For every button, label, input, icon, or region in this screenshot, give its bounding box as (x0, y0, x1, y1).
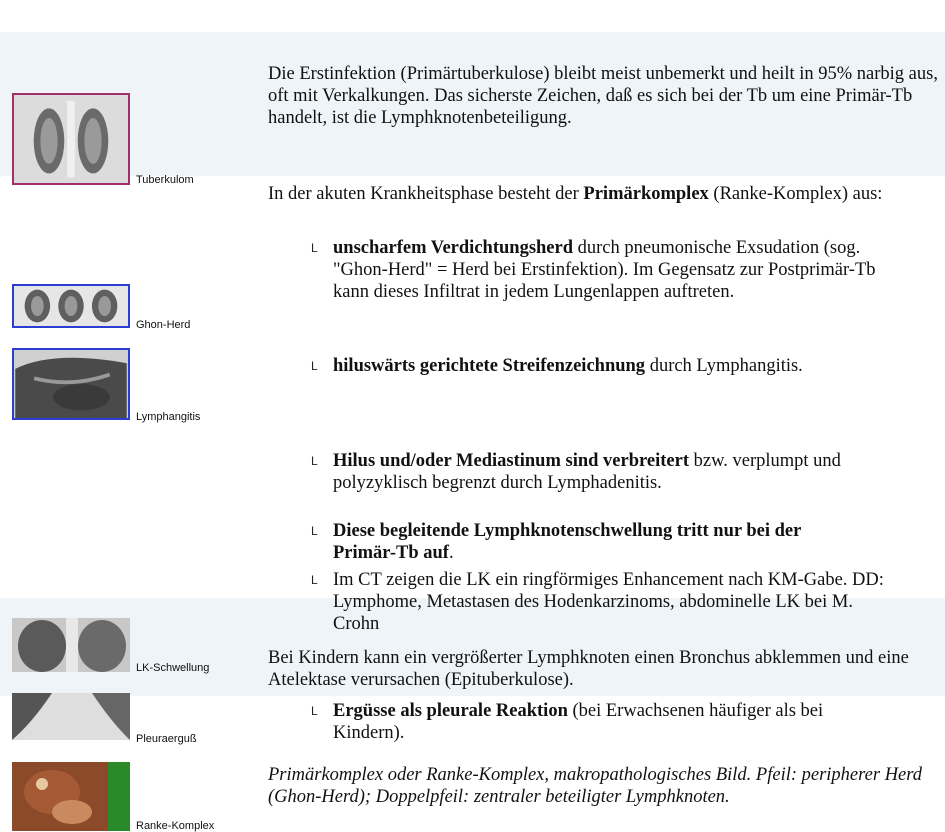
bullet-marker-5: L (311, 573, 318, 587)
acute-text-post: (Ranke-Komplex) aus: (708, 184, 883, 204)
image-caption-italic: Primärkomplex oder Ranke-Komplex, makropathologisches Bild. Pfeil: peripherer Herd (Ghon-Herd); Doppelpfeil: zentraler beteiligter Lymphknoten. (268, 765, 923, 807)
bullet-4-bold: Diese begleitende Lymphknotenschwellung tritt nur bei der Primär-Tb auf (333, 521, 802, 563)
acute-text-pre: In der akuten Krankheitsphase besteht der (268, 184, 584, 204)
bullet-ct: Im CT zeigen die LK ein ringförmiges Enhancement nach KM-Gabe. DD: Lymphome, Metastasen des Hodenkarzinoms, abdominelle LK bei M. Crohn (333, 570, 884, 634)
bullet-6-rest: (bei Erwachsenen häufiger als bei Kindern). (333, 701, 824, 743)
acute-text-bold: Primärkomplex (583, 184, 709, 204)
bullet-verdichtungsherd (333, 237, 913, 303)
intro-paragraph: Die Erstinfektion (Primärtuberkulose) bleibt meist unbemerkt und heilt in 95% narbig aus, oft mit Verkalkungen. Das sicherste Zeichen, daß es sich bei der Tb um eine Primär-Tb handelt, ist die Lymphknotenbeteiligung. (268, 64, 938, 128)
bullet-marker-3: L (311, 454, 318, 468)
bullet-ergusse (333, 700, 893, 744)
bullet-6-bold: Ergüsse als pleurale Reaktion (333, 701, 568, 721)
bullet-hilus (333, 450, 913, 494)
caption-ranke-komplex: Ranke-Komplex (136, 820, 215, 832)
lk-schwellung-xray-image[interactable] (12, 618, 130, 672)
bullet-4-rest: . (448, 543, 454, 563)
bullet-lymphknotenschwellung (333, 520, 853, 564)
lymphangitis-xray-image[interactable] (12, 348, 130, 420)
ranke-komplex-pathology-image[interactable] (12, 762, 130, 831)
bullet-marker-6: L (311, 704, 318, 718)
ghon-herd-xray-image[interactable] (12, 284, 130, 328)
acute-phase-paragraph (268, 183, 945, 205)
bullet-marker-4: L (311, 524, 318, 538)
bullet-2-bold: hiluswärts gerichtete Streifenzeichnung (333, 356, 646, 376)
bullet-3-rest: bzw. verplumpt und polyzyklisch begrenzt durch Lymphadenitis. (333, 451, 841, 493)
bullet-marker-2: L (311, 359, 318, 373)
bullet-streifenzeichnung (333, 355, 913, 377)
bullet-1-bold: unscharfem Verdichtungsherd (333, 238, 574, 258)
caption-lymphangitis: Lymphangitis (136, 411, 201, 423)
caption-pleuraerguss: Pleuraerguß (136, 733, 197, 745)
caption-tuberkulom: Tuberkulom (136, 174, 194, 186)
caption-ghon-herd: Ghon-Herd (136, 319, 191, 331)
caption-lk-schwellung: LK-Schwellung (136, 662, 210, 674)
bullet-marker-1: L (311, 241, 318, 255)
tuberkulom-xray-image[interactable] (12, 93, 130, 185)
bullet-1-rest: durch pneumonische Exsudation (sog. "Ghon-Herd" = Herd bei Erstinfektion). Im Gegensatz zur Postprimär-Tb kann dieses Infiltrat in jedem Lungenlappen auftreten. (333, 238, 876, 302)
pleuraerguss-xray-image[interactable] (12, 693, 130, 740)
bullet-2-rest: durch Lymphangitis. (645, 356, 803, 376)
children-paragraph: Bei Kindern kann ein vergrößerter Lymphknoten einen Bronchus abklemmen und eine Atelektase verursachen (Epituberkulose). (268, 648, 909, 690)
bullet-3-bold: Hilus und/oder Mediastinum sind verbreitert (333, 451, 689, 471)
